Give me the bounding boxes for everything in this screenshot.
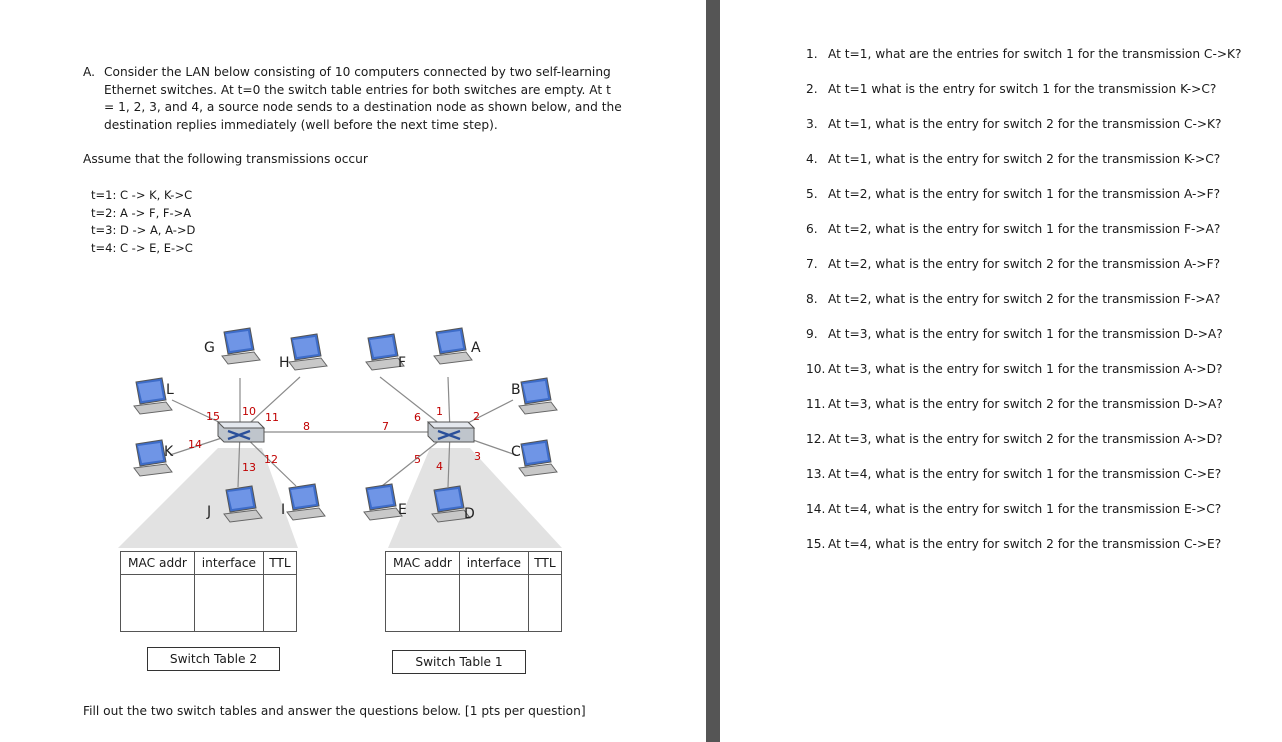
transmission-t4: t=4: C -> E, E->C xyxy=(91,240,193,255)
computer-a-icon xyxy=(434,328,472,364)
port-label-10: 10 xyxy=(242,405,256,418)
port-label-7: 7 xyxy=(382,420,389,433)
computer-h-icon xyxy=(289,334,327,370)
computer-g-icon xyxy=(222,328,260,364)
problem-marker: A. xyxy=(83,65,95,79)
transmission-t1: t=1: C -> K, K->C xyxy=(91,188,193,202)
problem-text: Consider the LAN below consisting of 10 computers connected by two self-learning Ethernet switches. At t=0 the switch table entries for both switches are empty. At t = 1, 2, 3, and 4, a source node sends to a destination node as shown below, and the destination replies immediately (well before the next time step). xyxy=(104,65,622,132)
node-label-b: B xyxy=(511,382,521,398)
table2-cell-interface[interactable] xyxy=(194,575,263,632)
table2-cell-mac[interactable] xyxy=(121,575,195,632)
page-divider xyxy=(706,0,720,742)
port-label-5: 5 xyxy=(414,453,421,466)
table2-header-mac: MAC addr xyxy=(121,552,195,575)
port-label-1: 1 xyxy=(436,405,443,418)
switch-table-2 xyxy=(120,551,297,632)
switch-table-1 xyxy=(385,551,562,632)
table1-header-interface: interface xyxy=(459,552,528,575)
computer-i-icon xyxy=(287,484,325,520)
question-item: 4. At t=1, what is the entry for switch 2 for the transmission K->C? xyxy=(806,152,1221,166)
port-label-8: 8 xyxy=(303,420,310,433)
table1-header-mac: MAC addr xyxy=(386,552,460,575)
question-item: 11. At t=3, what is the entry for switch 2 for the transmission D->A? xyxy=(806,397,1223,411)
port-label-2: 2 xyxy=(473,410,480,423)
port-label-6: 6 xyxy=(414,411,421,424)
switch-table-2-caption: Switch Table 2 xyxy=(147,647,280,671)
table1-cell-interface[interactable] xyxy=(459,575,528,632)
port-label-11: 11 xyxy=(265,411,279,424)
node-label-l: L xyxy=(166,382,174,398)
question-item: 8. At t=2, what is the entry for switch 2 for the transmission F->A? xyxy=(806,292,1221,306)
question-item: 12. At t=3, what is the entry for switch 2 for the transmission A->D? xyxy=(806,432,1223,446)
question-item: 5. At t=2, what is the entry for switch 1 for the transmission A->F? xyxy=(806,187,1221,201)
table1-header-ttl: TTL xyxy=(528,552,561,575)
node-label-h: H xyxy=(279,355,290,371)
node-label-e: E xyxy=(398,502,407,518)
computer-c-icon xyxy=(519,440,557,476)
table2-header-ttl: TTL xyxy=(263,552,296,575)
node-label-i: I xyxy=(281,502,286,518)
node-label-j: J xyxy=(207,504,212,520)
table2-header-interface: interface xyxy=(194,552,263,575)
node-label-f: F xyxy=(398,355,407,371)
question-item: 6. At t=2, what is the entry for switch 1 for the transmission F->A? xyxy=(806,222,1221,236)
transmission-t3: t=3: D -> A, A->D xyxy=(91,223,196,237)
table2-cell-ttl[interactable] xyxy=(263,575,296,632)
node-label-c: C xyxy=(511,444,521,460)
question-item: 1. At t=1, what are the entries for switch 1 for the transmission C->K? xyxy=(806,47,1242,61)
question-item: 9. At t=3, what is the entry for switch 1 for the transmission D->A? xyxy=(806,327,1223,341)
port-label-15: 15 xyxy=(206,410,220,423)
question-item: 13. At t=4, what is the entry for switch 1 for the transmission C->E? xyxy=(806,467,1222,481)
assume-line: Assume that the following transmissions occur xyxy=(83,152,368,166)
node-label-d: D xyxy=(464,506,475,522)
question-item: 2. At t=1 what is the entry for switch 1 for the transmission K->C? xyxy=(806,82,1217,96)
switch-2-icon xyxy=(218,422,264,442)
computer-b-icon xyxy=(519,378,557,414)
port-label-13: 13 xyxy=(242,461,256,474)
port-label-3: 3 xyxy=(474,450,481,463)
question-item: 15. At t=4, what is the entry for switch 2 for the transmission C->E? xyxy=(806,537,1222,551)
table1-cell-mac[interactable] xyxy=(386,575,460,632)
fill-instruction: Fill out the two switch tables and answer the questions below. [1 pts per question] xyxy=(83,704,586,718)
switch-table-1-caption: Switch Table 1 xyxy=(392,650,526,674)
node-label-a: A xyxy=(471,340,481,356)
node-label-g: G xyxy=(204,340,215,356)
node-label-k: K xyxy=(164,444,174,460)
question-item: 7. At t=2, what is the entry for switch 2 for the transmission A->F? xyxy=(806,257,1221,271)
table1-cell-ttl[interactable] xyxy=(528,575,561,632)
switch-1-icon xyxy=(428,422,474,442)
port-label-14: 14 xyxy=(188,438,202,451)
question-item: 14. At t=4, what is the entry for switch 1 for the transmission E->C? xyxy=(806,502,1222,516)
port-label-4: 4 xyxy=(436,460,443,473)
computer-e-icon xyxy=(364,484,402,520)
question-item: 3. At t=1, what is the entry for switch 2 for the transmission C->K? xyxy=(806,117,1222,131)
port-label-12: 12 xyxy=(264,453,278,466)
question-item: 10. At t=3, what is the entry for switch 1 for the transmission A->D? xyxy=(806,362,1223,376)
transmission-t2: t=2: A -> F, F->A xyxy=(91,205,192,220)
